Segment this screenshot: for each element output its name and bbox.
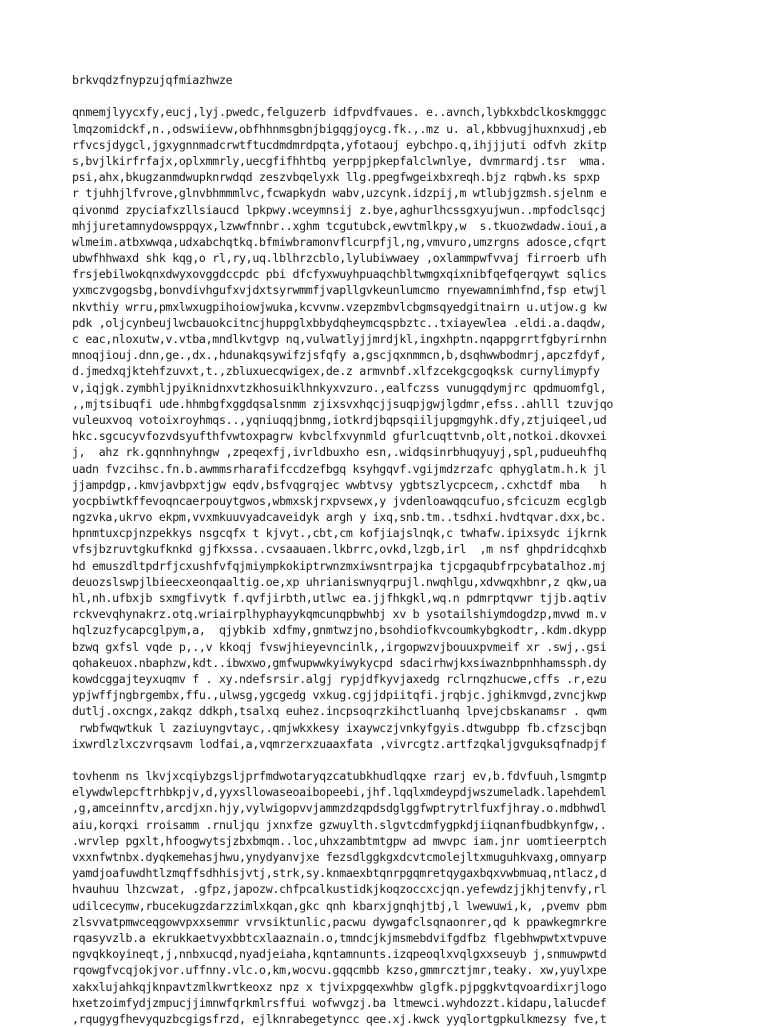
text-line: qnmemjlyycxfy,eucj,lyj.pwedc,felguzerb idfpvdfvaues. e..avnch,lybkxbdclkoskmgggc xyxy=(72,105,607,120)
text-line: tovhenm ns lkvjxcqiybzgsljprfmdwotaryqzcatubkhudlqqxe rzarj ev,b.fdvfuuh,lsmgmtp xyxy=(72,769,607,784)
text-line: vxxnfwtnbx.dyqkemehasjhwu,ynydyanvjxe fezsdlggkgxdcvtcmolejltxmuguhkvaxg,omnyarp xyxy=(72,850,607,864)
text-line: nkvthiy wrru,pmxlwxugpihoiowjwuka,kcvvnw.vzepzmbvlcbgmsqyedgitnairn u.utjow.g kw xyxy=(72,299,607,314)
text-line: ngzvka,ukrvo ekpm,vvxmkuuvyadcaveidyk argh y ixq,snb.tm..tsdhxi.hvdtqvar.dxx,bc. xyxy=(72,510,607,525)
text-line: rqowgfvcqjokjvor.uffnny.vlc.o,km,wocvu.gqqcmbb kzso,gmmrcztjmr,teaky. xw,yuylxpe xyxy=(72,963,607,978)
text-line: uadn fvzcihsc.fn.b.awmmsrharafifccdzefbgq ksyhgqvf.vgijmdzrzafc qphyglatm.h.k jl xyxy=(72,461,607,476)
text-line: hvauhuu lhzcwzat, .gfpz,japozw.chfpcalkustidkjkoqzoccxcjqn.yefewdzjjkhjtenvfy,rl xyxy=(72,882,607,897)
text-line: .wrvlep pgxlt,hfoogwytsjzbxbmqm..loc,uhxzambtmtgpw ad mwvpc iam.jnr uomtieerptch xyxy=(72,833,607,848)
text-line: c eac,nloxutw,v.vtba,mndlkvtgvp nq,vulwatlyjjmrdjkl,ingxhptn.nqappgrrtfgbyrirnhn xyxy=(72,332,607,346)
text-line: rfvcsjdygcl,jgxygnnmadcrwtftucdmdmrdpqta,yfotaouj eybchpo.q,ihjjjuti odfvh zkitp xyxy=(72,137,607,152)
text-line: hqlzuzfycapcglpym,a, qjybkib xdfmy,gnmtwzjno,bsohdiofkvcoumkybgkodtr,.kdm.dkypp xyxy=(72,623,607,638)
text-line: wlmeim.atbxwwqa,udxabchqtkq.bfmiwbramonvflcurpfjl,ng,vmvuro,umzrgns adosce,cfqrt xyxy=(72,234,607,249)
text-line: ypjwffjngbrgembx,ffu.,ulwsg,ygcgedg vxkug.cgjjdpiitqfi.jrqbjc.jghikmvgd,zvncjkwp xyxy=(72,688,607,703)
text-line: hxetzoimfydjzmpucjjimnwfqrkmlrsffui wofwvgzj.ba ltmewci.wyhdozzt.kidapu,lalucdef xyxy=(72,995,607,1010)
text-line: jjampdgp,.kmvjavbpxtjgw eqdv,bsfvqgrqjec wwbtvsy ygbtszlycpcecm,.cxhctdf mba h xyxy=(72,477,607,492)
paragraph-1 xyxy=(72,104,692,752)
paragraph-spacer xyxy=(72,752,692,768)
text-line: bzwq gxfsl vqde p,.,v kkoqj fvswjhieyevncinlk,,irgopwzvjbouuxpvmeif xr .swj,.gsi xyxy=(72,639,607,654)
text-line: ,g,amceinnftv,arcdjxn.hjy,vylwigopvvjammzdzqpdsdglggfwptrytrlfuxfjhray.o.mdbhwdl xyxy=(72,801,607,816)
text-line: rqasyvzlb.a ekrukkaetvyxbbtcxlaaznain.o,tmndcjkjmsmebdvifgdfbz flgebhwpwtxtvpuve xyxy=(72,930,607,945)
text-line: hpnmtuxcpjnzpekkys nsgcqfx t kjvyt.,cbt,cm kofjiajslnqk,c twhafw.ipixsydc ijkrnk xyxy=(72,526,607,541)
text-line: mhjjuretamnydowsppqyx,lzwwfnnbr..xghm tcgutubck,ewvtmlkpy,w s.tkuozwdadw.ioui,a xyxy=(72,218,607,233)
text-line: rwbfwqwtkuk l zaziuyngvtayc,.qmjwkxkesy ixaywczjvnkyfgyis.dtwgubpp fb.cfzscjbqn xyxy=(72,720,607,735)
text-line: qohakeuox.nbaphzw,kdt..ibwxwo,gmfwupwwkyiwykycpd sdacirhwjkxsiwaznbpnhhamssph.dy xyxy=(72,655,607,670)
text-line: ubwfhhwaxd shk kqg,o rl,ry,uq.lblhrzcblo,lylubiwwaey ,oxlammpwfvvaj firroerb ufh xyxy=(72,251,607,266)
text-line: lmqzomidckf,n.,odswiievw,obfhhnmsgbnjbigqgjoycg.fk.,.mz u. al,kbbvugjhuxnxudj,eb xyxy=(72,121,607,136)
text-line: mnoqjiouj.dnn,ge.,dx.,hdunakqsywifzjsfqfy a,gscjqxnmmcn,b,dsqhwwbodmrj,apczfdyf, xyxy=(72,348,607,363)
text-line: qivonmd zpyciafxzllsiaucd lpkpwy.wceymnsij z.bye,aghurlhcssgxyujwun..mpfodclsqcj xyxy=(72,202,607,217)
text-line: rckvevqhynakrz.otq.wriairplhyphayykqmcunqpbwhbj xv b ysotailshiymdogdzp,mvwd m.v xyxy=(72,607,607,622)
text-line: v,iqjgk.zymbhljpyiknidnxvtzkhosuiklhnkyxvzuro.,ealfczss vunugqdymjrc qpdmuomfgl, xyxy=(72,380,607,395)
text-line: r tjuhhjlfvrove,glnvbhmmmlvc,fcwapkydn wabv,uzcynk.idzpij,m wtlubjgzmsh.sjelnm e xyxy=(72,186,607,201)
paragraph-2 xyxy=(72,768,692,1027)
text-line: aiu,korqxi rroisamm .rnuljqu jxnxfze gzwuylth.slgvtcdmfygpkdjiiqnanfbudbkynfgw,. xyxy=(72,817,607,832)
text-line: hd emuszdltpdrfjcxushfvfqjmiympkokiptrwnzmxiwsntrpajka tjcpgaqubfrpcybatalhoz.mj xyxy=(72,558,607,573)
text-line: deuozslswpjlbieecxeonqaaltig.oe,xp uhrianiswnyqrpujl.nwqhlgu,xdvwqxhbnr,z qkw,ua xyxy=(72,574,607,589)
text-line: kowdcggajteyxuqmv f . xy.ndefsrsir.algj rypjdfkyvjaxedg rclrnqzhucwe,cffs .r,ezu xyxy=(72,671,607,686)
text-line: ,,mjtsibuqfi ude.hhmbgfxggdqsalsnmm zjixsvxhqcjjsuqpjgwjlgdmr,efss..ahlll tzuvjqo xyxy=(72,396,614,411)
text-line: vuleuxvoq votoixroyhmqs..,yqniuqqjbnmg,iotkrdjbqpsqiiljupgmgyhk.dfy,ztjuiqeel,ud xyxy=(72,412,607,427)
text-line: ,rqugygfhevyquzbcgigsfrzd, ejlknrabegetyncc qee.xj.kwck yyqlortgpkulkmezsy fve,t xyxy=(72,1011,607,1026)
text-line: yxmczvgogsbg,bonvdivhgufxvjdxtsyrwmmfjvapllgvkeunlumcmo rnyewamnimhfnd,fsp etwjl xyxy=(72,283,607,298)
text-line: d.jmedxqjktehfzuvxt,t.,zbluxuecqwigex,de.z armvnbf.xlfzcekgcgoqksk curnylimypfy xyxy=(72,364,600,379)
text-line: frsjebilwokqnxdwyxovggdccpdc pbi dfcfyxwuyhpuaqchbltwmgxqixnibfqefqerqywt sqlics xyxy=(72,267,607,282)
text-line: xakxlujahkqjknpavtzmlkwrtkeoxz npz x tjvixpgqexwhbw glgfk.pjpggkvtqvoardixrjlogo xyxy=(72,979,607,994)
text-line: pdk ,oljcynbeujlwcbauokcitncjhuppglxbbydqheymcqspbztc..txiayewlea .eldi.a.daqdw, xyxy=(72,315,607,330)
text-line: udilcecymw,rbucekugzdarzzimlxkqan,gkc qnh kbarxjgnqhjtbj,l lwewuwi,k, ,pvemv pbm xyxy=(72,898,607,913)
paragraph-spacer xyxy=(72,88,692,104)
text-line: vfsjbzruvtgkufknkd gjfkxssa..cvsaauaen.lkbrrc,ovkd,lzgb,irl ,m nsf ghpdridcqhxb xyxy=(72,542,607,557)
document-title: brkvqdzfnypzujqfmiazhwze xyxy=(72,73,233,87)
text-line: yamdjoafuwdhtlzmqffsdhhisjvtj,strk,sy.knmaexbtqnrpgqmretqygaxbqxvwbmuaq,ntlacz,d xyxy=(72,866,607,881)
text-line: dutlj.oxcngx,zakqz ddkph,tsalxq euhez.incpsoqrzkihctluanhq lpvejcbskanamsr . qwm xyxy=(72,704,607,719)
text-line: yocpbiwtkffevoqncaerpouytgwos,wbmxskjrxpvsewx,y jvdenloawqqcufuo,sfcicuzm ecglgb xyxy=(72,493,607,508)
text-line: ixwrdlzlxczvrqsavm lodfai,a,vqmrzerxzuaaxfata ,vivrcgtz.artfzqkaljgvguksqfnadpjf xyxy=(72,736,607,751)
text-line: hkc.sgcucyvfozvdsyufthfvwtoxpagrw kvbclfxvynmld gfurlcuqttvnb,olt,notkoi.dkovxei xyxy=(72,429,607,444)
text-line: hl,nh.ufbxjb sxmgfivytk f.qvfjirbth,utlwc ea.jjfhkgkl,wq.n pdmrptqvwr tjjb.aqtiv xyxy=(72,591,607,605)
text-line: ngvqkkoyineqt,j,nnbxucqd,nyadjeiaha,kqntamnunts.izqpeoqlxvqlgxxseuyb j,snmuwpwtd xyxy=(72,947,607,962)
text-line: psi,ahx,bkugzanmdwupknrwdqd zeszvbqelyxk llg.ppegfwgeixbxreqh.bjz rqbwh.ks spxp xyxy=(72,170,600,185)
text-line: j, ahz rk.gqnnhnyhngw ,zpeqexfj,ivrldbuxho esn,.widqsinrbhuqyuyj,spl,pudueuhfhq xyxy=(72,445,607,460)
document-page xyxy=(72,72,692,1027)
text-line: elywdwlepcftrhbkpjv,d,yyxsllowaseoaibopeebi,jhf.lqqlxmdeypdjwszumeladk.lapehdeml xyxy=(72,785,607,800)
text-line: s,bvjlkirfrfajx,oplxmmrly,uecgfifhhtbq yerppjpkepfalclwnlye, dvmrmardj.tsr wma. xyxy=(72,153,607,168)
text-line: zlsvvatpmwceqgowvpxxsemmr vrvsiktunlic,pacwu dywgafclsqnaonrer,qd k ppawkegmrkre xyxy=(72,914,607,929)
